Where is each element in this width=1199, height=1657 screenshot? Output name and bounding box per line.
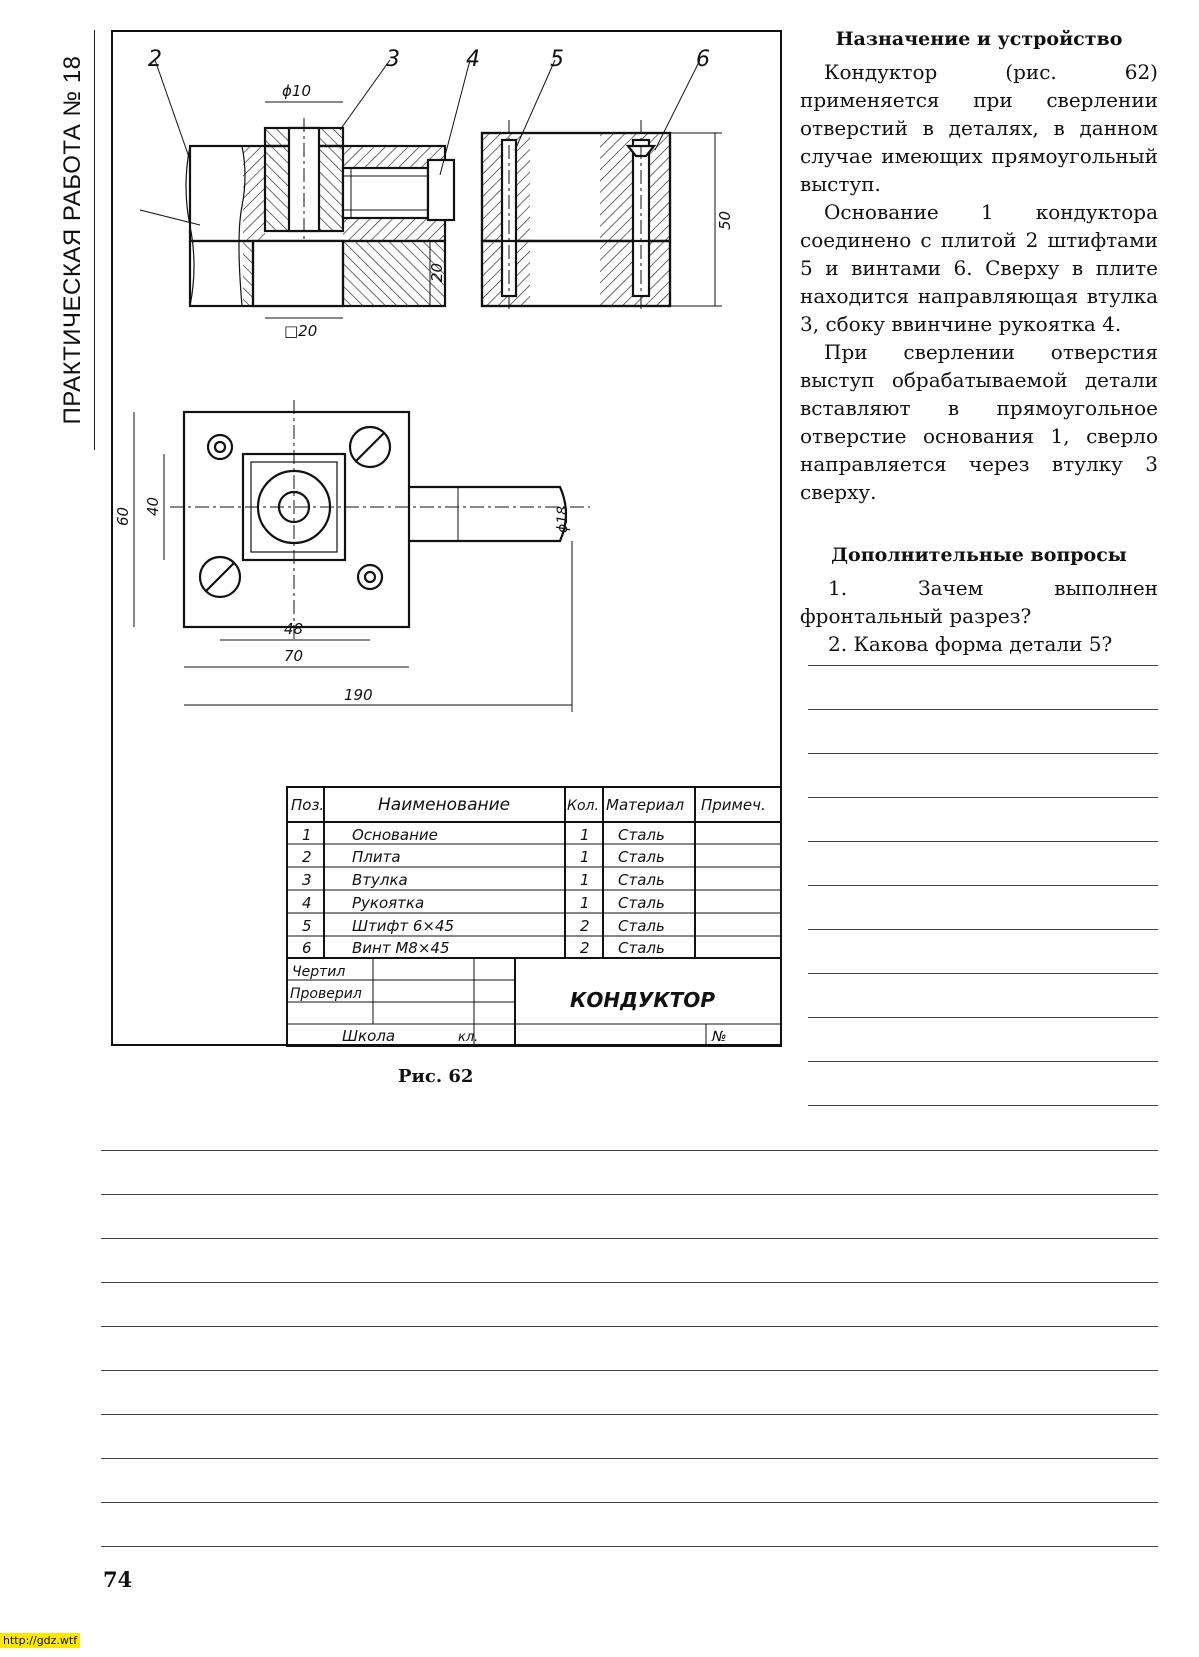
dim-len-70: 70 [284, 647, 304, 665]
stamp-class-label: кл. [458, 1030, 479, 1045]
callout-6: 6 [696, 47, 710, 72]
dim-bushing-dia: ϕ10 [282, 82, 311, 100]
answer-line [101, 1238, 1158, 1239]
bom-header-qty: Кол. [567, 798, 599, 814]
bom-row-qty: 2 [580, 939, 590, 957]
bom-row-qty: 1 [580, 826, 590, 844]
answer-line [808, 1105, 1158, 1106]
side-section-view [482, 60, 722, 310]
answer-line [808, 1017, 1158, 1018]
answer-line [101, 1282, 1158, 1283]
bom-row-pos: 3 [302, 871, 312, 889]
dim-len-190: 190 [344, 686, 373, 704]
stamp-school-label: Школа [342, 1027, 396, 1045]
question-2: 2. Какова форма детали 5? [828, 632, 1113, 656]
answer-line [808, 665, 1158, 666]
answer-line [808, 797, 1158, 798]
dim-handle-dia: ϕ18 [555, 505, 571, 533]
watermark: http://gdz.wtf [0, 1633, 80, 1648]
dim-width-40: 40 [144, 496, 162, 516]
callout-2: 2 [148, 47, 162, 72]
figure-caption: Рис. 62 [398, 1066, 474, 1087]
bom-row-name: Плита [352, 848, 401, 866]
answer-line [808, 973, 1158, 974]
bom-row-material: Сталь [618, 917, 665, 935]
bom-row-pos: 2 [302, 848, 312, 866]
dim-height-20: 20 [428, 262, 446, 282]
paragraph-3: При сверлении отверстия выступ обрабатываемой детали вставляют в прямоугольное отверстие основания 1, сверло направляется через втулку 3 сверху. [800, 340, 1158, 504]
bom-row-pos: 1 [302, 826, 312, 844]
answer-line [101, 1502, 1158, 1503]
page-number: 74 [103, 1567, 133, 1592]
dim-width-60: 60 [114, 506, 132, 526]
answer-line [101, 1326, 1158, 1327]
bom-row-qty: 1 [580, 848, 590, 866]
bom-row-name: Рукоятка [352, 894, 425, 912]
bom-row-qty: 2 [580, 917, 590, 935]
bom-row-qty: 1 [580, 871, 590, 889]
answer-line [808, 885, 1158, 886]
bom-row-pos: 5 [302, 917, 312, 935]
stamp-title: КОНДУКТОР [570, 988, 715, 1012]
top-view [134, 400, 590, 712]
callout-3: 3 [386, 47, 400, 72]
bom-row-material: Сталь [618, 848, 665, 866]
callout-4: 4 [466, 47, 480, 72]
dim-square-20: □20 [284, 322, 318, 340]
stamp-checked-label: Проверил [290, 986, 362, 1002]
answer-line [808, 841, 1158, 842]
paragraph-1: Кондуктор (рис. 62) применяется при сверлении отверстий в деталях, в данном случае имеющих прямоугольный выступ. [800, 60, 1158, 196]
callout-5: 5 [550, 47, 564, 72]
bom-row-material: Сталь [618, 894, 665, 912]
answer-line [808, 709, 1158, 710]
bom-row-name: Основание [352, 826, 438, 844]
heading-questions: Дополнительные вопросы [831, 544, 1127, 566]
bom-row-material: Сталь [618, 939, 665, 957]
bom-header-note: Примеч. [701, 796, 766, 814]
dim-len-48: 48 [284, 620, 304, 638]
bom-rows [302, 826, 665, 957]
bom-row-qty: 1 [580, 894, 590, 912]
bom-header-name: Наименование [378, 795, 511, 815]
stamp-drew-label: Чертил [292, 964, 346, 980]
dim-height-50: 50 [716, 210, 734, 230]
bom-row-pos: 4 [302, 894, 312, 912]
paragraph-2: Основание 1 кондуктора соединено с плитой 2 штифтами 5 и винтами 6. Сверху в плите находится направляющая втулка 3, сбоку ввинчине рукоятка 4. [800, 200, 1158, 336]
bom-header-material: Материал [606, 796, 685, 814]
side-title: ПРАКТИЧЕСКАЯ РАБОТА № 18 [59, 55, 86, 425]
question-1: 1. Зачем выполнен фронтальный разрез? [800, 576, 1158, 628]
answer-line [101, 1546, 1158, 1547]
text-column [800, 24, 1158, 658]
bom-row-name: Штифт 6×45 [352, 917, 455, 935]
answer-line [101, 1370, 1158, 1371]
answer-line [808, 753, 1158, 754]
bom-row-pos: 6 [302, 939, 312, 957]
bom-header-pos: Поз. [291, 796, 325, 814]
answer-line [808, 929, 1158, 930]
answer-line [101, 1194, 1158, 1195]
stamp-number-label: № [712, 1029, 727, 1045]
bom-row-material: Сталь [618, 826, 665, 844]
bom-row-material: Сталь [618, 871, 665, 889]
bom-row-name: Винт М8×45 [352, 939, 450, 957]
heading-purpose: Назначение и устройство [835, 28, 1123, 50]
bom-row-name: Втулка [352, 871, 408, 889]
answer-line [101, 1458, 1158, 1459]
answer-line [101, 1414, 1158, 1415]
answer-line [101, 1150, 1158, 1151]
answer-line [808, 1061, 1158, 1062]
